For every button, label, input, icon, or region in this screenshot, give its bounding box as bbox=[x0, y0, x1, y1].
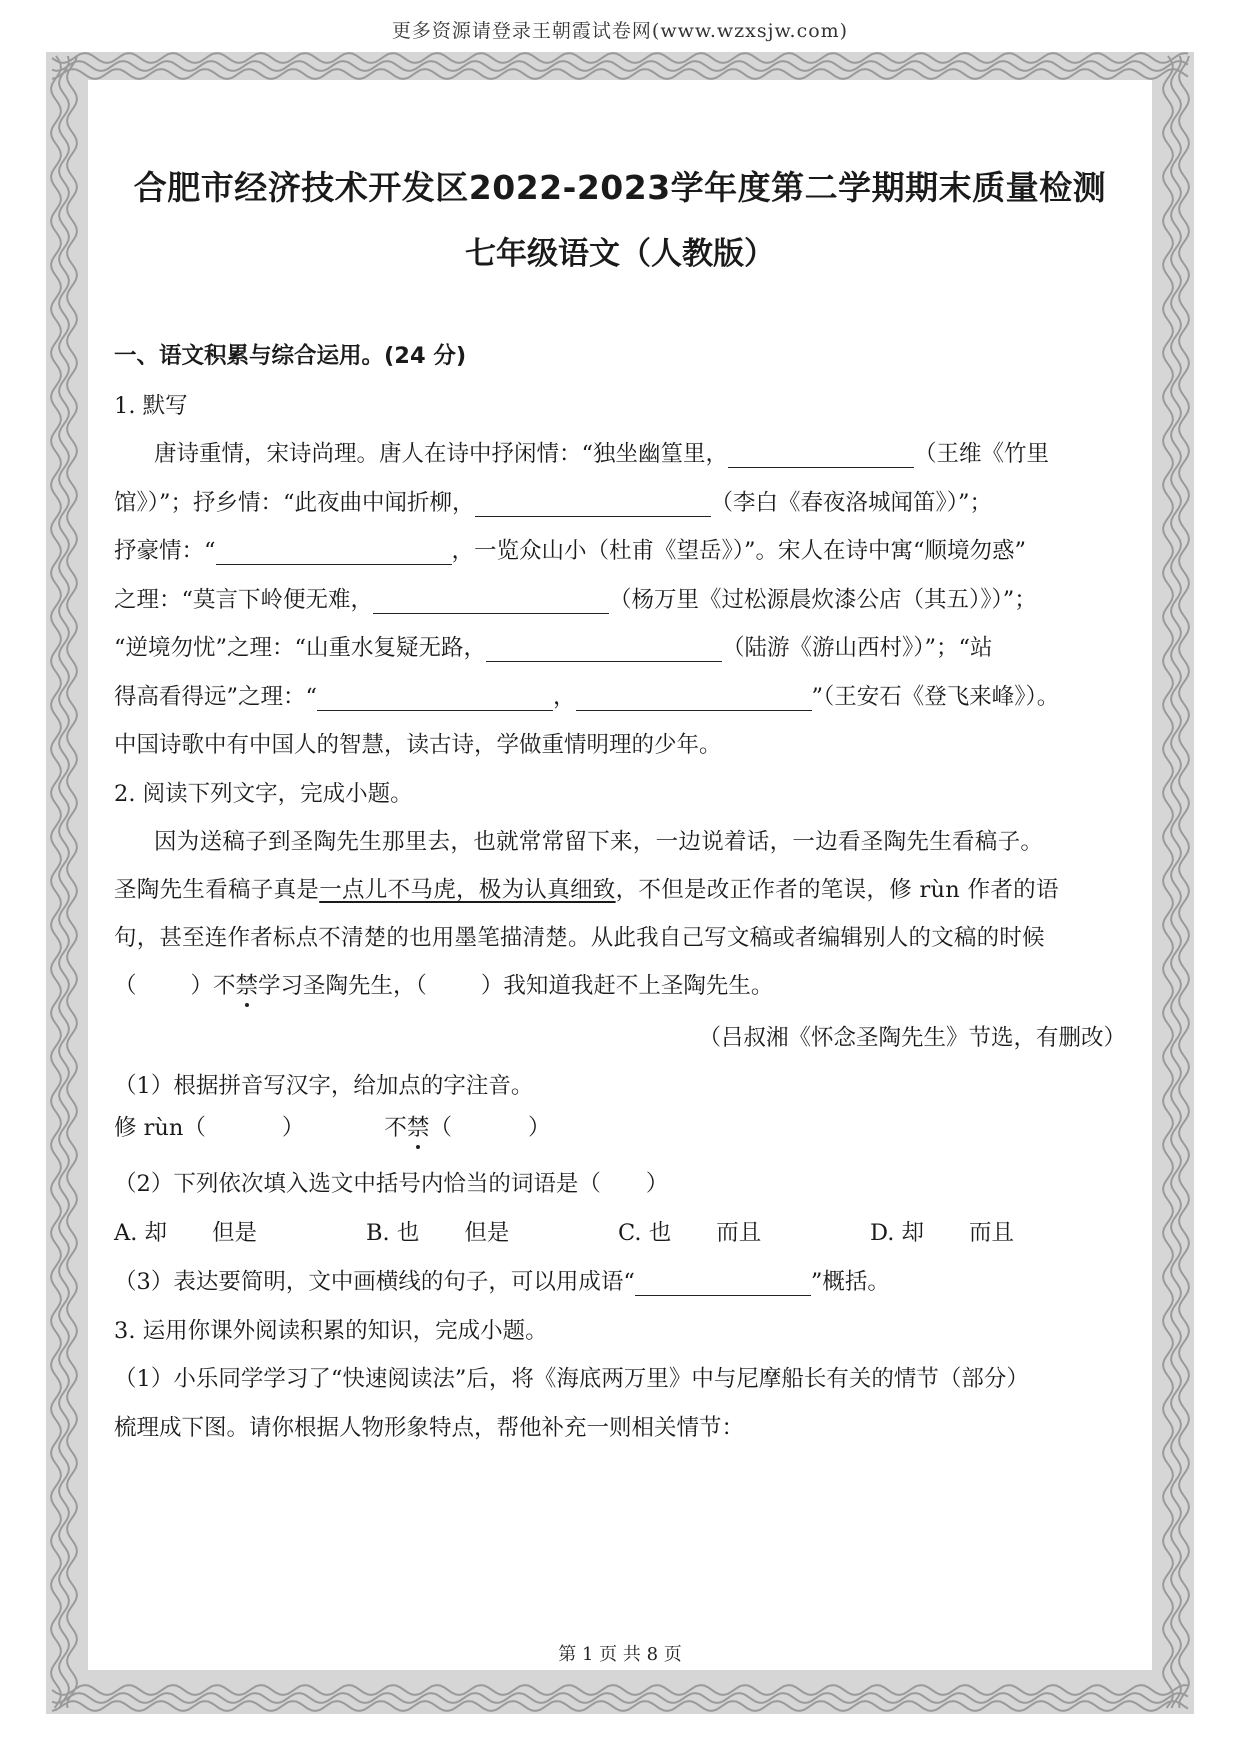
passage-source: （吕叔湘《怀念圣陶先生》节选，有删改） bbox=[698, 1025, 1126, 1051]
option-a: A. 却 但是 bbox=[114, 1220, 258, 1246]
q1-line-4: 之理：“莫言下岭便无难， （杨万里《过松源晨炊漆公店（其五）》）”； bbox=[114, 587, 1037, 613]
q1-line-6: 得高看得远”之理：“ ， ”（王安石《登飞来峰》）。 bbox=[114, 684, 1060, 710]
section-heading: 一、语文积累与综合运用。(24 分) bbox=[114, 343, 467, 369]
answer-blank bbox=[635, 1271, 811, 1296]
answer-blank bbox=[317, 686, 553, 711]
option-c: C. 也 而且 bbox=[618, 1220, 762, 1246]
answer-blank bbox=[216, 540, 452, 565]
page-number: 第 1 页 共 8 页 bbox=[558, 1644, 682, 1665]
q1-line-1: 唐诗重情，宋诗尚理。唐人在诗中抒闲情：“独坐幽篁里， （王维《竹里 bbox=[154, 441, 1050, 467]
exam-subtitle: 七年级语文（人教版） bbox=[465, 236, 775, 272]
underlined-sentence: 一点儿不马虎，极为认真细致 bbox=[319, 877, 616, 903]
q1-line-2: 馆》）”；抒乡情：“此夜曲中闻折柳， （李白《春夜洛城闻笛》）”； bbox=[114, 490, 993, 516]
q2-sub2-options bbox=[114, 1215, 1126, 1247]
option-d: D. 却 而且 bbox=[870, 1220, 1015, 1246]
q1-line-3: 抒豪情：“ ，一览众山小（杜甫《望岳》）”。宋人在诗中寓“顺境勿惑” bbox=[114, 538, 1027, 564]
dotted-character: 禁 bbox=[406, 1115, 430, 1141]
question-1-label: 1. 默写 bbox=[114, 393, 188, 419]
exam-page bbox=[88, 80, 1152, 1670]
q2-sub1-label: （1）根据拼音写汉字，给加点的字注音。 bbox=[114, 1073, 534, 1099]
passage-line-1: 因为送稿子到圣陶先生那里去，也就常常留下来，一边说着话，一边看圣陶先生看稿子。 bbox=[154, 829, 1044, 855]
answer-blank bbox=[728, 443, 914, 468]
q3-sub1-line-1: （1）小乐同学学习了“快速阅读法”后，将《海底两万里》中与尼摩船长有关的情节（部分） bbox=[114, 1366, 1029, 1392]
exam-title: 合肥市经济技术开发区2022-2023学年度第二学期期末质量检测 bbox=[133, 168, 1107, 207]
q1-line-5: “逆境勿忧”之理：“山重水复疑无路， （陆游《游山西村》）”；“站 bbox=[114, 635, 993, 661]
site-header: 更多资源请登录王朝霞试卷网(www.wzxsjw.com) bbox=[391, 20, 849, 42]
q3-sub1-line-2: 梳理成下图。请你根据人物形象特点，帮他补充一则相关情节： bbox=[114, 1415, 745, 1441]
passage-line-2: 圣陶先生看稿子真是一点儿不马虎，极为认真细致，不但是改正作者的笔误，修 rùn 作者的语 bbox=[114, 877, 1059, 903]
question-3-label: 3. 运用你课外阅读积累的知识，完成小题。 bbox=[114, 1318, 548, 1344]
dotted-character: 禁 bbox=[235, 973, 259, 999]
q2-sub2-label: （2）下列依次填入选文中括号内恰当的词语是（ ） bbox=[114, 1171, 669, 1197]
passage-line-4: （ ）不禁学习圣陶先生，（ ）我知道我赶不上圣陶先生。 bbox=[114, 973, 774, 999]
answer-blank bbox=[475, 492, 711, 517]
answer-blank bbox=[576, 686, 812, 711]
answer-blank bbox=[373, 589, 609, 614]
option-b: B. 也 但是 bbox=[366, 1220, 510, 1246]
question-2-label: 2. 阅读下列文字，完成小题。 bbox=[114, 781, 413, 807]
q2-sub1-answers: 修 rùn（ ） 不禁（ ） bbox=[114, 1115, 551, 1141]
passage-line-3: 句，甚至连作者标点不清楚的也用墨笔描清楚。从此我自己写文稿或者编辑别人的文稿的时候 bbox=[114, 925, 1045, 951]
q1-line-7: 中国诗歌中有中国人的智慧，读古诗，学做重情明理的少年。 bbox=[114, 732, 722, 758]
q2-sub3: （3）表达要简明，文中画横线的句子，可以用成语“ ”概括。 bbox=[114, 1269, 890, 1295]
answer-blank bbox=[486, 637, 722, 662]
